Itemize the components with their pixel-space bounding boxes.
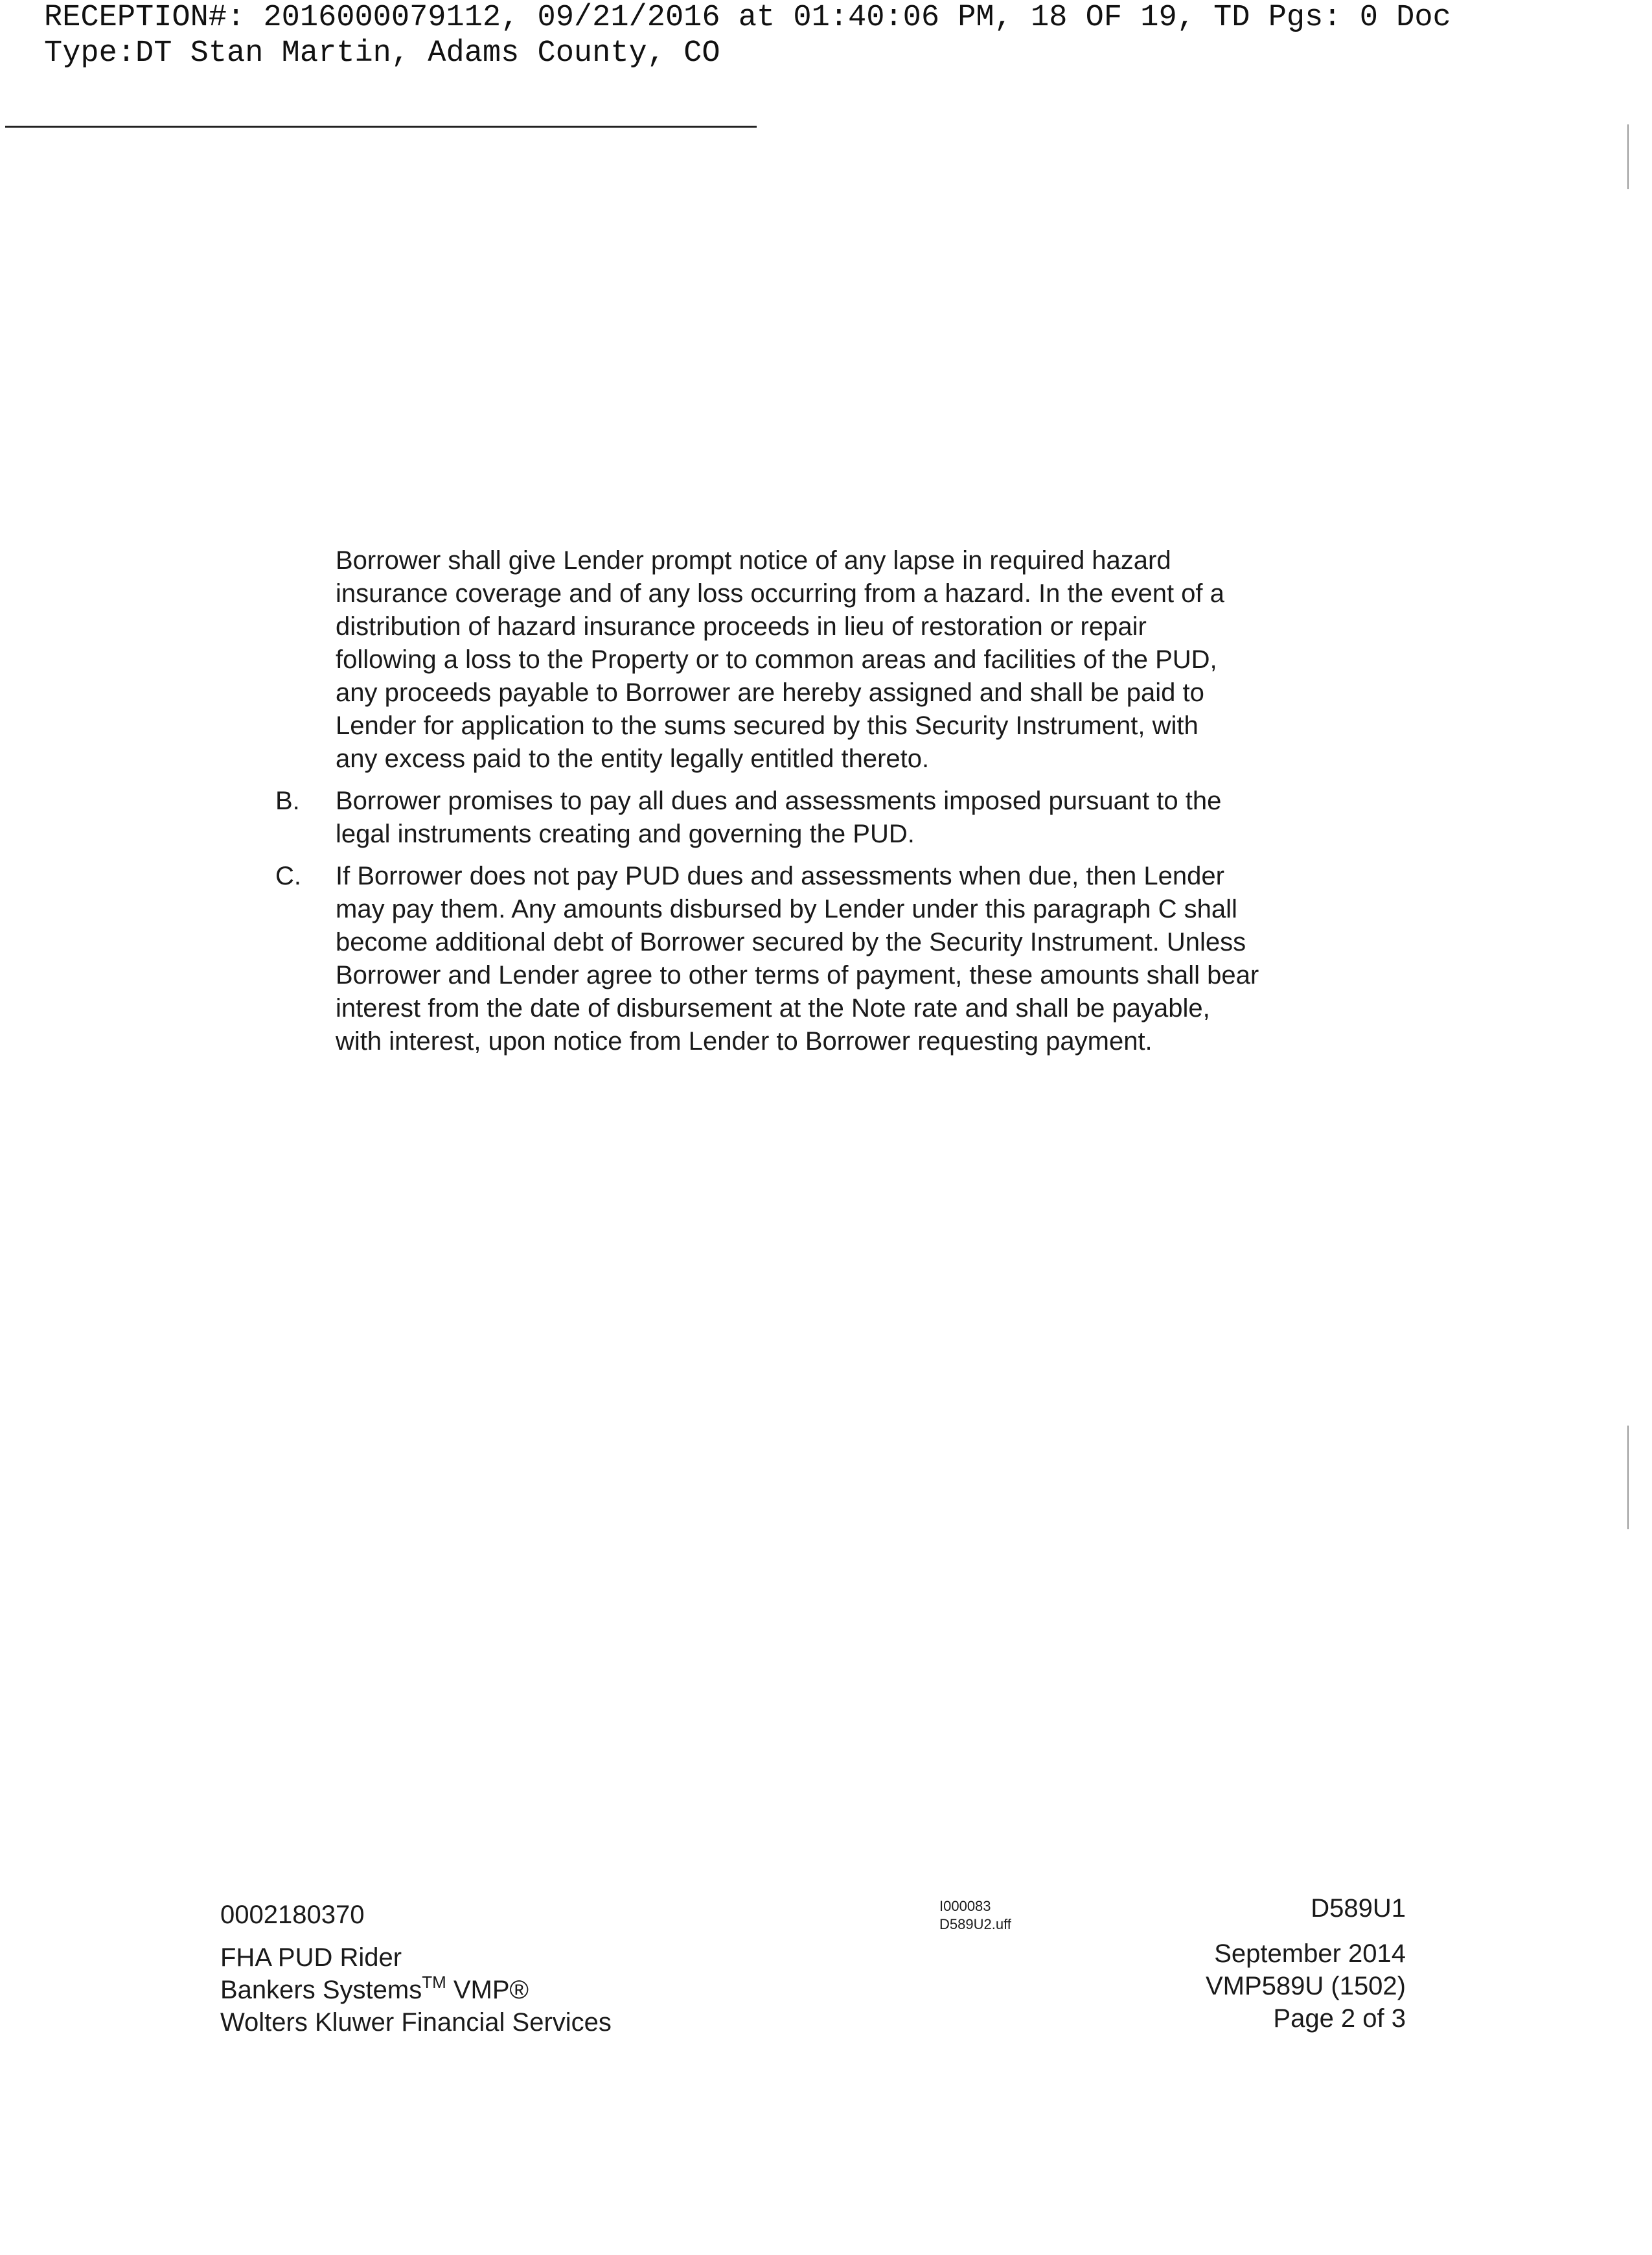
trademark-mark: TM — [422, 1972, 446, 1992]
recording-stamp-header — [44, 0, 1586, 71]
vendor-name — [220, 1974, 612, 2006]
paragraph-line: may pay them. Any amounts disbursed by Lender under this paragraph C shall — [336, 895, 1237, 923]
item-letter-b: B. — [275, 787, 300, 815]
paragraph-line: Borrower shall give Lender prompt notice of any lapse in required hazard — [336, 546, 1171, 575]
form-name: FHA PUD Rider — [220, 1943, 402, 1972]
paragraph-line: insurance coverage and of any loss occurring from a hazard. In the event of a — [336, 579, 1224, 608]
item-letter-c: C. — [275, 862, 301, 890]
paragraph-line: become additional debt of Borrower secured by the Security Instrument. Unless — [336, 928, 1246, 956]
page-number: Page 2 of 3 — [1273, 2004, 1406, 2033]
paragraph-line: Lender for application to the sums secured by this Security Instrument, with — [336, 711, 1199, 740]
form-date: September 2014 — [1214, 1939, 1406, 1968]
file-code-1: I000083 — [939, 1898, 991, 1914]
scan-margin-mark-middle — [1627, 1426, 1629, 1529]
item-b-dues — [275, 785, 1372, 851]
footer-file-codes — [939, 1897, 1011, 1934]
company-name: Wolters Kluwer Financial Services — [220, 2008, 612, 2037]
recording-stamp-line-1: RECEPTION#: 2016000079112, 09/21/2016 at 01:40:06 PM, 18 OF 19, TD Pgs: 0 Doc — [44, 1, 1451, 35]
recording-stamp-line-2: Type:DT Stan Martin, Adams County, CO — [44, 36, 720, 71]
loan-number: 0002180370 — [220, 1901, 365, 1929]
paragraph-line: interest from the date of disbursement at the Note rate and shall be payable, — [336, 994, 1210, 1023]
paragraph-line: Borrower promises to pay all dues and assessments imposed pursuant to the — [336, 787, 1222, 815]
hazard-insurance-paragraph — [336, 544, 1372, 776]
vendor-suffix: VMP® — [446, 1976, 529, 2004]
header-divider — [5, 126, 757, 128]
file-code-2: D589U2.uff — [939, 1916, 1011, 1932]
paragraph-line: distribution of hazard insurance proceeds in lieu of restoration or repair — [336, 612, 1147, 641]
paragraph-line: legal instruments creating and governing the PUD. — [336, 820, 915, 848]
paragraph-line: with interest, upon notice from Lender to Borrower requesting payment. — [336, 1027, 1153, 1056]
paragraph-line: Borrower and Lender agree to other terms of payment, these amounts shall bear — [336, 961, 1259, 989]
form-version: VMP589U (1502) — [1205, 1972, 1406, 2000]
paragraph-line: If Borrower does not pay PUD dues and assessments when due, then Lender — [336, 862, 1224, 890]
rider-body — [275, 544, 1372, 1067]
form-code: D589U1 — [1311, 1894, 1406, 1923]
footer-left-block — [220, 1899, 612, 2039]
item-c-unpaid-dues — [275, 860, 1372, 1058]
vendor-prefix: Bankers Systems — [220, 1976, 422, 2004]
paragraph-line: following a loss to the Property or to common areas and facilities of the PUD, — [336, 645, 1217, 674]
footer-right-block — [1206, 1892, 1406, 2035]
paragraph-line: any proceeds payable to Borrower are hereby assigned and shall be paid to — [336, 678, 1204, 707]
scan-margin-mark-top — [1627, 124, 1629, 189]
paragraph-line: any excess paid to the entity legally entitled thereto. — [336, 745, 930, 773]
